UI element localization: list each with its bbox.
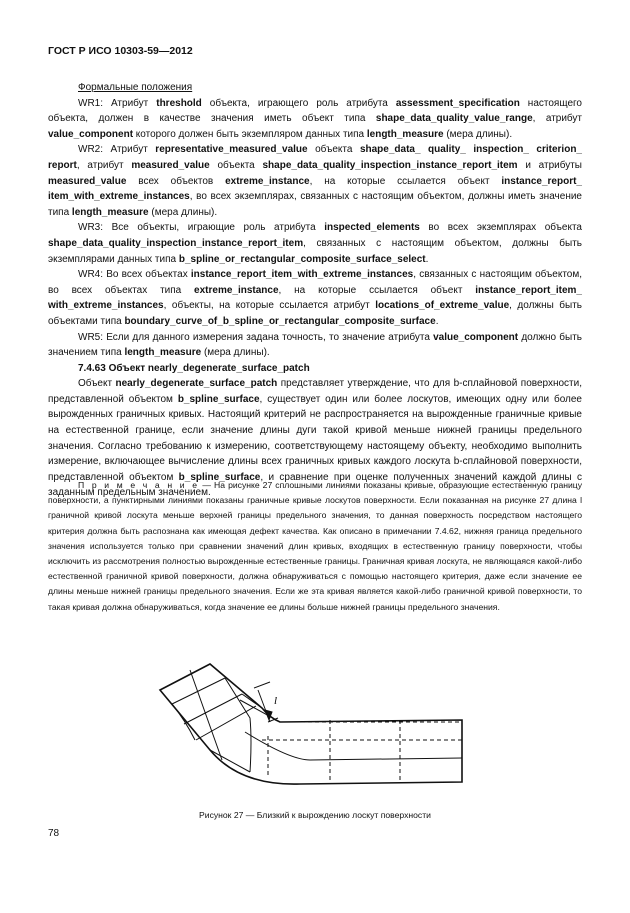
section-heading: 7.4.63 Объект nearly_degenerate_surface_patch [78, 362, 310, 374]
identifier: shape_data_ quality_ inspection_ criterion_ report [48, 144, 582, 171]
figure-caption: Рисунок 27 — Близкий к вырождению лоскут поверхности [199, 810, 431, 820]
identifier: instance_report_item_with_extreme_instances [190, 269, 414, 281]
section-paragraph: Объект nearly_degenerate_surface_patch представляет утверждение, что для b-сплайновой поверхности, представленной объектом b_spline_surface, существует один или более лоскутов, имеющих одну или более вырожденных граничных кривых. Настоящий критерий не распространяется на вырожденные граничные кривые на естественной границе, если значение длины дуги такой кривой меньше нижней границы предельного значения. Согласно требованию к измерению, соответствующему настоящему объекту, необходимо выполнить измерение, включающее вычисление длины всех граничных кривых каждого лоскута b-сплайновой поверхности, представленной объектом b_spline_surface, и сравнение при оценке полученных значений каждой длины с заданным предельным значением. [48, 378, 582, 499]
identifier: measured_value [131, 159, 210, 171]
identifier: extreme_instance [194, 284, 279, 296]
identifier: instance_report_item_ with_extreme_instances [48, 284, 582, 312]
identifier: inspected_elements [324, 222, 420, 234]
identifier: length_measure [71, 206, 149, 218]
note-paragraph [48, 478, 582, 615]
identifier: threshold [156, 97, 202, 109]
identifier: b_spline_surface [177, 393, 260, 405]
document-header: ГОСТ Р ИСО 10303-59—2012 [48, 45, 193, 57]
identifier: assessment_specification [395, 97, 520, 109]
identifier: length_measure [124, 347, 202, 359]
surface-patch-diagram [150, 660, 480, 800]
identifier: value_component [48, 128, 134, 140]
rule-wr3: WR3: Все объекты, играющие роль атрибута inspected_elements во всех экземплярах объекта shape_data_quality_inspection_instance_report_item, связанных с настоящим объектом, должны быть экземплярами данных типа b_spline_or_rectangular_composite_surface_select. [48, 222, 582, 265]
identifier: length_measure [366, 128, 444, 140]
identifier: instance_report_ item_with_extreme_instances [48, 175, 582, 203]
identifier: representative_measured_value [155, 144, 308, 156]
identifier: value_component [433, 331, 519, 343]
patch-boundaries-dashed [262, 720, 462, 782]
identifier: b_spline_or_rectangular_composite_surface_select [178, 253, 426, 265]
rule-wr2: WR2: Атрибут representative_measured_value объекта shape_data_ quality_ inspection_ criterion_ report, атрибут measured_value объекта shape_data_quality_inspection_instance_report_item и атрибуты measured_value всех объектов extreme_instance, на которые ссылается объект instance_report_ item_with_extreme_instances, во всех экземплярах, связанных с настоящим объектом, должны иметь значение типа length_measure (мера длины). [48, 144, 582, 218]
identifier: b_spline_surface [178, 471, 261, 483]
note-text: — На рисунке 27 сплошными линиями показаны кривые, образующие естественную границу поверхности, а пунктирными линиями показаны граничные кривые лоскутов поверхности. Если показанная на рисунке 27 длина l граничной кривой лоскута меньше верхней границы предельного значения, то данная поверхность посредством настоящего критерия должна быть распознана как имеющая дефект качества. Как описано в примечании 7.4.62, нижняя граница предельного значения используется только при сравнении значений длин кривых, входящих в естественную границу поверхности, чтобы исключить из рассмотрения полностью вырожденные естественные границы. Граничная кривая лоскута, не являющаяся какой-либо естественной граничной кривой поверхности, должна обнаруживаться с помощью настоящего критерия, даже если значение ее длины меньше нижней границы предельного значения. Если же эта кривая является какой-либо граничной кривой поверхности, то такая кривая должна обнаруживаться, когда значение ее длины больше нижней границы предельного значения. [48, 480, 582, 612]
rule-wr4: WR4: Во всех объектах instance_report_item_with_extreme_instances, связанных с настоящим объектом, во всех объектах типа extreme_instance, на которые ссылается объект instance_report_item_ with_extreme_instances, объекты, на которые ссылается атрибут locations_of_extreme_value, должны быть объектами типа boundary_curve_of_b_spline_or_rectangular_composite_surface. [48, 269, 583, 327]
identifier: measured_value [48, 175, 127, 187]
note-label: П р и м е ч а н и е [78, 480, 200, 490]
note-block [48, 478, 582, 615]
identifier: shape_data_quality_value_range [375, 113, 533, 125]
identifier: boundary_curve_of_b_spline_or_rectangular_composite_surface [124, 315, 436, 327]
rule-wr1: WR1: Атрибут threshold объекта, играющего роль атрибута assessment_specification настоящего объекта, должен в качестве значения иметь объект типа shape_data_quality_value_range, атрибут value_component которого должен быть экземпляром данных типа length_measure (мера длины). [48, 97, 583, 140]
formal-provisions-title: Формальные положения [78, 82, 193, 93]
rule-wr5: WR5: Если для данного измерения задана точность, то значение атрибута value_component должно быть значением типа length_measure (мера длины). [48, 331, 583, 359]
identifier: extreme_instance [225, 175, 310, 187]
natural-boundary-outer [160, 664, 462, 784]
page-number: 78 [48, 828, 60, 839]
main-text [48, 80, 582, 501]
identifier: nearly_degenerate_surface_patch [115, 378, 278, 390]
identifier: shape_data_quality_inspection_instance_report_item [48, 237, 304, 249]
figure-27 [150, 660, 480, 805]
length-label: l [274, 695, 278, 707]
identifier: shape_data_quality_inspection_instance_report_item [262, 159, 518, 171]
identifier: locations_of_extreme_value [375, 300, 510, 312]
